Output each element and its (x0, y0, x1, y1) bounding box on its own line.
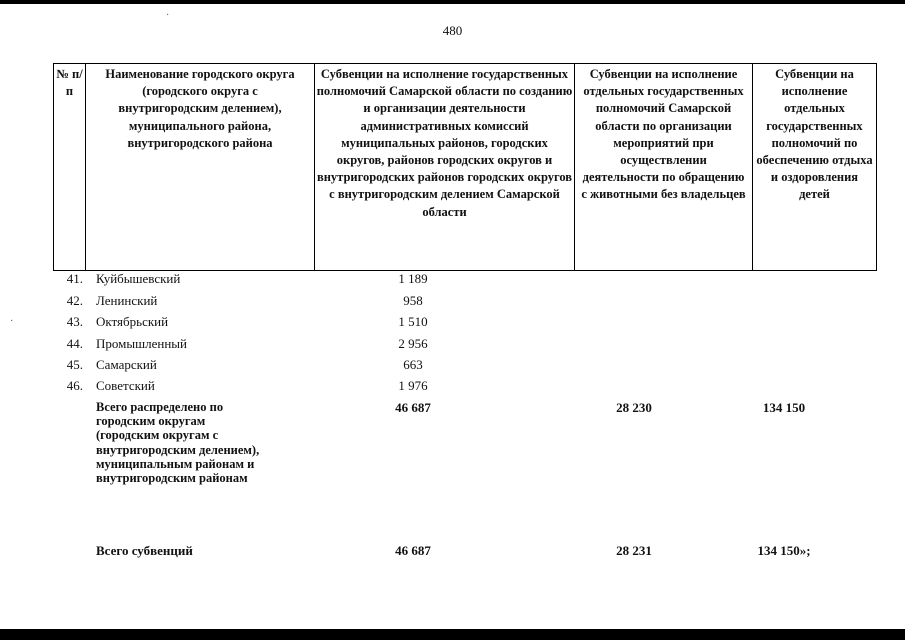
row-value-admin: 663 (403, 357, 423, 372)
total-distributed-admin: 46 687 (395, 400, 431, 415)
total-subventions-animals: 28 231 (616, 543, 652, 558)
bottom-scan-border (0, 629, 905, 640)
header-admin-commissions: Субвенции на исполнение государственных полномочий Самарской области по созданию и организации деятельности административных комиссий муниципальных районов, городских округов, районов городских округов и внутригородских районов городских округов с внутригородским делением Самарской области (315, 64, 575, 271)
row-number: 41. (66, 271, 83, 286)
row-name: Октябрьский (96, 314, 169, 329)
total-distributed-animals: 28 230 (616, 400, 652, 415)
header-children-rest: Субвенции на исполнение отдельных государственных полномочий по обеспечению отдыха и оздоровления детей (753, 64, 877, 271)
row-value-admin: 1 189 (398, 271, 428, 286)
row-value-admin: 958 (403, 293, 423, 308)
row-name: Промышленный (96, 336, 187, 351)
row-value-admin: 1 976 (398, 378, 428, 393)
row-value-admin: 2 956 (398, 336, 428, 351)
header-animals: Субвенции на исполнение отдельных государственных полномочий Самарской области по организации мероприятий при осуществлении деятельности по обращению с животными без владельцев (575, 64, 753, 271)
row-number: 43. (66, 314, 83, 329)
row-name: Самарский (96, 357, 157, 372)
row-number: 42. (66, 293, 83, 308)
header-number: № п/п (54, 64, 86, 271)
page-number: 480 (442, 23, 463, 38)
scan-speck: · (10, 316, 14, 327)
row-number: 46. (66, 378, 83, 393)
row-name: Ленинский (96, 293, 158, 308)
total-subventions-label: Всего субвенций (96, 543, 193, 558)
scan-speck: · (166, 10, 170, 21)
row-number: 45. (66, 357, 83, 372)
header-name: Наименование городского округа (городского округа с внутригородским делением), муниципального района, внутригородского района (86, 64, 315, 271)
row-number: 44. (66, 336, 83, 351)
top-scan-border (0, 0, 905, 4)
total-distributed-label: Всего распределено по городским округам (городским округам с внутригородским делением), муниципальным районам и внутригородским районам (96, 400, 260, 486)
table-header (53, 63, 877, 271)
total-subventions-admin: 46 687 (395, 543, 431, 558)
row-name: Куйбышевский (96, 271, 181, 286)
row-value-admin: 1 510 (398, 314, 428, 329)
total-subventions-children: 134 150»; (757, 543, 811, 558)
row-name: Советский (96, 378, 155, 393)
total-distributed-children: 134 150 (762, 400, 806, 415)
